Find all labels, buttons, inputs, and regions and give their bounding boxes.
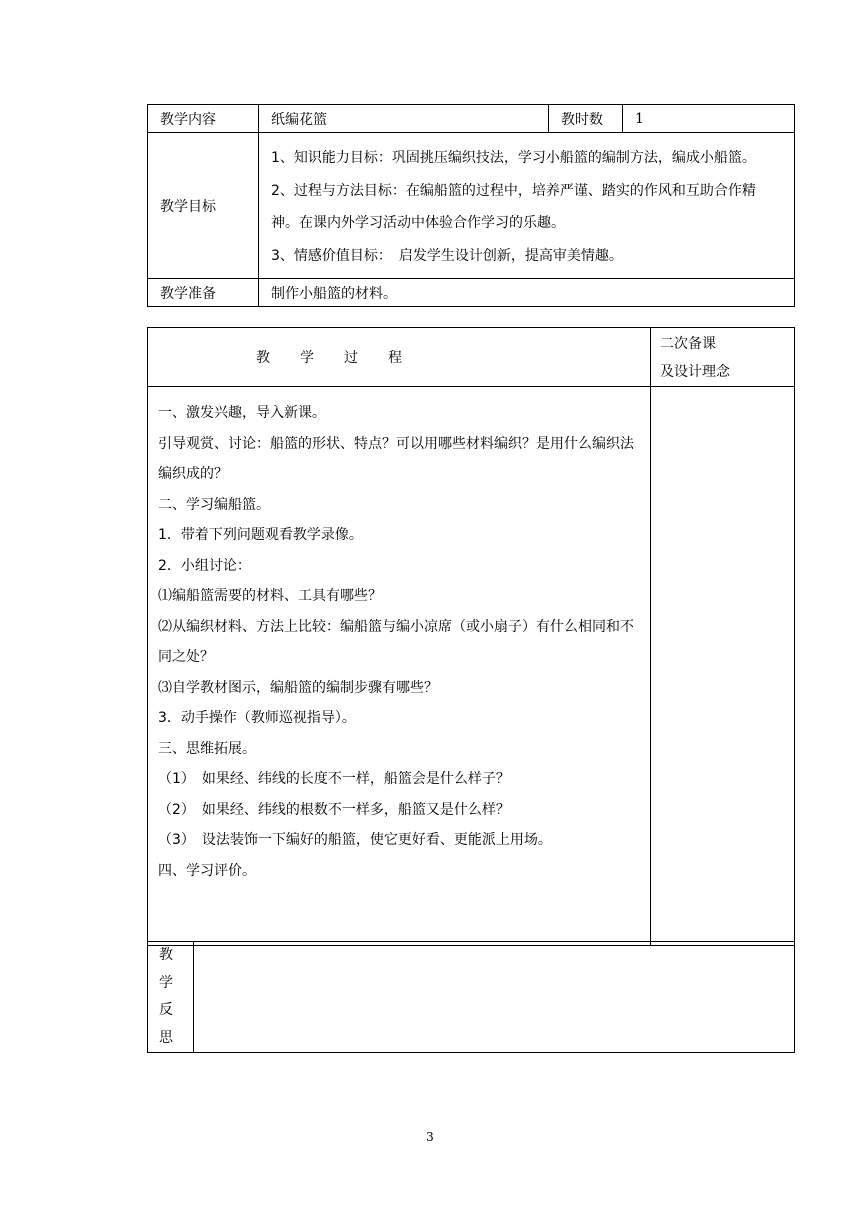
objectives-row bbox=[148, 133, 795, 279]
objectives-label: 教学目标 bbox=[148, 133, 259, 279]
reflection-label-char: 学 bbox=[159, 974, 173, 991]
objective-item: 2、过程与方法目标：在编船篮的过程中，培养严谨、踏实的作风和互助合作精神。在课内外学习活动中体验合作学习的乐趣。 bbox=[271, 182, 756, 231]
hours-value: 1 bbox=[623, 105, 795, 133]
reflection-table bbox=[147, 941, 795, 1053]
hours-label: 教时数 bbox=[549, 105, 623, 133]
process-line: 三、思维拓展。 bbox=[158, 740, 256, 757]
lesson-info-table bbox=[147, 104, 795, 307]
process-line: 3．动手操作（教师巡视指导）。 bbox=[158, 710, 356, 726]
teaching-process-table bbox=[147, 327, 795, 946]
preparation-value: 制作小船篮的材料。 bbox=[259, 279, 795, 307]
process-line: 1．带着下列问题观看教学录像。 bbox=[158, 527, 363, 543]
content-value: 纸编花篮 bbox=[259, 105, 549, 133]
process-header-char: 教 bbox=[256, 350, 270, 366]
process-header bbox=[148, 328, 651, 387]
process-header-row bbox=[148, 328, 795, 387]
reflection-label-char: 反 bbox=[159, 1002, 173, 1018]
process-header-char: 程 bbox=[388, 350, 402, 366]
preparation-row bbox=[148, 279, 795, 307]
process-line: 四、学习评价。 bbox=[158, 862, 256, 879]
page-number: 3 bbox=[426, 1130, 434, 1144]
process-line: 引导观赏、讨论：船篮的形状、特点？可以用哪些材料编织？是用什么编织法编织成的？ bbox=[158, 435, 634, 482]
process-header-char: 学 bbox=[300, 350, 314, 366]
objective-item: 3、情感价值目标： 启发学生设计创新，提高审美情趣。 bbox=[271, 247, 623, 264]
reflection-label-char: 思 bbox=[159, 1029, 173, 1046]
process-content bbox=[148, 387, 651, 946]
process-header-char: 过 bbox=[344, 350, 358, 366]
reflection-content bbox=[194, 942, 795, 1053]
preparation-label: 教学准备 bbox=[148, 279, 259, 307]
process-line: （3） 设法装饰一下编好的船篮，使它更好看、更能派上用场。 bbox=[158, 832, 552, 848]
reflection-label-char: 教 bbox=[159, 947, 173, 963]
objective-item: 1、知识能力目标：巩固挑压编织技法，学习小船篮的编制方法，编成小船篮。 bbox=[271, 150, 756, 166]
process-body-row bbox=[148, 387, 795, 946]
reflection-row bbox=[148, 942, 795, 1053]
process-line: ⑶自学教材图示，编船篮的编制步骤有哪些？ bbox=[158, 679, 438, 696]
notes-content bbox=[651, 387, 795, 946]
process-line: ⑴编船篮需要的材料、工具有哪些？ bbox=[158, 588, 382, 604]
process-line: （2） 如果经、纬线的根数不一样多，船篮又是什么样？ bbox=[158, 801, 510, 818]
process-line: 二、学习编船篮。 bbox=[158, 496, 270, 513]
content-label: 教学内容 bbox=[148, 105, 259, 133]
reflection-label bbox=[148, 942, 194, 1053]
notes-header-line: 及设计理念 bbox=[660, 364, 730, 380]
process-line: 一、激发兴趣，导入新课。 bbox=[158, 405, 326, 421]
process-line: ⑵从编织材料、方法上比较：编船篮与编小凉席（或小扇子）有什么相同和不同之处？ bbox=[158, 618, 634, 665]
content-row bbox=[148, 105, 795, 133]
notes-header-line: 二次备课 bbox=[660, 336, 716, 352]
process-line: 2．小组讨论： bbox=[158, 557, 251, 574]
notes-header bbox=[651, 328, 795, 387]
objectives-content bbox=[259, 133, 795, 279]
process-line: （1） 如果经、纬线的长度不一样，船篮会是什么样子？ bbox=[158, 771, 510, 787]
